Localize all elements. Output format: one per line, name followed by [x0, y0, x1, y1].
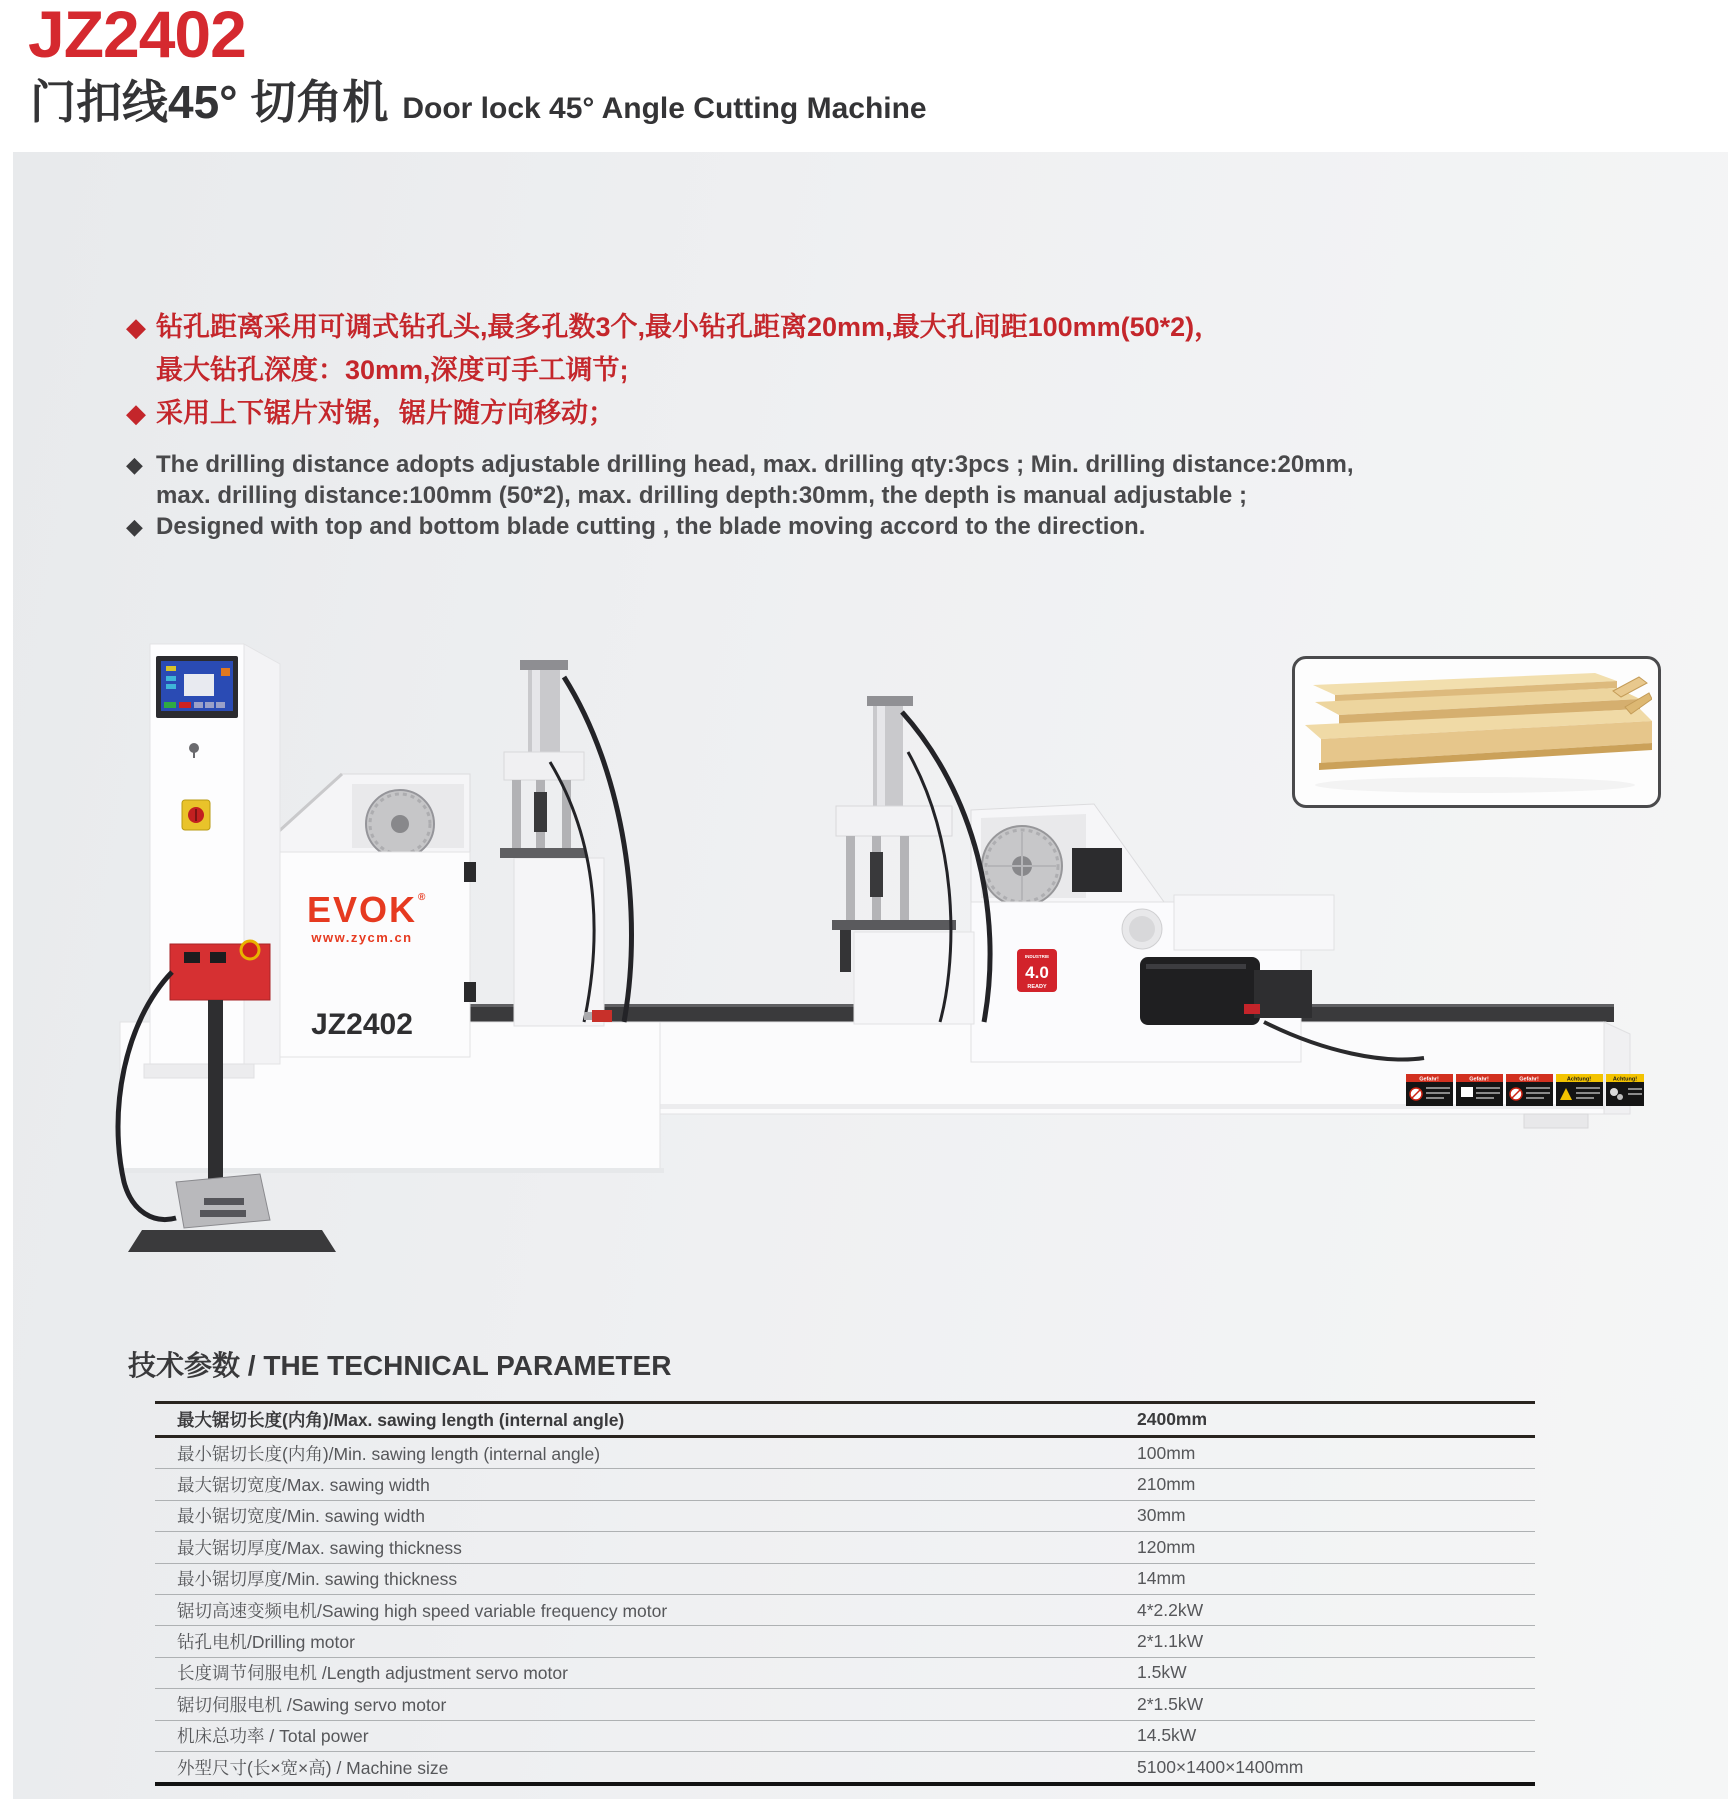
warning-label [1456, 1074, 1503, 1106]
diamond-bullet-icon: ◆ [126, 452, 143, 477]
registered-mark: ® [418, 892, 426, 903]
warning-label [1606, 1074, 1644, 1106]
svg-text:Gefahr!: Gefahr! [1419, 1076, 1439, 1083]
feature-text: max. drilling distance:100mm (50*2), max. drilling depth:30mm, the depth is manual adjustable ; [156, 482, 1247, 509]
spec-value: 120mm [1137, 1536, 1196, 1557]
diamond-bullet-icon: ◆ [126, 514, 143, 539]
spec-label: 机床总功率 / Total power [177, 1726, 369, 1747]
pneumatic-press-middle [832, 696, 990, 1024]
table-row [155, 1626, 1535, 1657]
spec-label: 长度调节伺服电机 /Length adjustment servo motor [177, 1663, 568, 1684]
svg-text:Gefahr!: Gefahr! [1519, 1076, 1539, 1083]
subtitle-english: Door lock 45° Angle Cutting Machine [402, 92, 927, 125]
svg-text:4.0: 4.0 [1025, 963, 1049, 982]
spec-table [155, 1401, 1535, 1786]
table-row [155, 1438, 1535, 1469]
table-row [155, 1501, 1535, 1532]
spec-value: 2*1.5kW [1137, 1693, 1204, 1714]
page-title-model: JZ2402 [28, 0, 246, 71]
feature-text: Designed with top and bottom blade cutting , the blade moving accord to the direction. [156, 513, 1146, 540]
diamond-bullet-icon: ◆ [126, 398, 146, 428]
feature-text: The drilling distance adopts adjustable drilling head, max. drilling qty:3pcs ; Min. drilling distance:20mm, [156, 451, 1354, 478]
spec-value: 1.5kW [1137, 1662, 1187, 1683]
feature-en-line-3 [126, 511, 1566, 542]
feature-en-line-1 [126, 449, 1566, 480]
table-row [155, 1532, 1535, 1563]
spec-label: 外型尺寸(长×宽×高) / Machine size [177, 1757, 449, 1778]
feature-cn-line-2 [126, 349, 1566, 392]
spec-label: 最大锯切长度(内角)/Max. sawing length (internal angle) [177, 1410, 625, 1430]
brand-website: www.zycm.cn [311, 930, 413, 945]
control-button[interactable] [184, 952, 200, 963]
spec-table-title: 技术参数 / THE TECHNICAL PARAMETER [128, 1350, 672, 1381]
spec-label: 最大锯切厚度/Max. sawing thickness [177, 1537, 462, 1558]
svg-text:Gefahr!: Gefahr! [1469, 1076, 1489, 1083]
rail-clamp [592, 1010, 612, 1022]
diamond-bullet-icon: ◆ [126, 312, 146, 342]
warning-label [1506, 1074, 1553, 1106]
hmi-screen[interactable] [156, 656, 238, 718]
subtitle-chinese: 门扣线45° 切角机 [30, 76, 389, 128]
table-row [155, 1469, 1535, 1500]
page-subtitle [30, 66, 927, 132]
feature-en-line-2 [126, 480, 1566, 511]
pneumatic-press-left [500, 660, 632, 1026]
emergency-stop-button[interactable] [241, 941, 259, 959]
molding-sample-image [1292, 656, 1661, 808]
warning-label [1556, 1074, 1603, 1106]
svg-text:Achtung!: Achtung! [1566, 1076, 1592, 1083]
table-row [155, 1595, 1535, 1626]
spec-label: 锯切高速变频电机/Sawing high speed variable frequency motor [177, 1600, 668, 1621]
spec-label: 钻孔电机/Drilling motor [177, 1632, 355, 1653]
table-row [155, 1721, 1535, 1752]
warning-label [1406, 1074, 1453, 1106]
feature-text: 钻孔距离采用可调式钻孔头,最多孔数3个,最小钻孔距离20mm,最大孔间距100mm(50*2)， [156, 312, 1222, 342]
svg-text:INDUSTRIE: INDUSTRIE [1024, 954, 1050, 959]
feature-cn-line-3 [126, 392, 1566, 435]
spec-label: 最小锯切长度(内角)/Min. sawing length (internal angle) [177, 1443, 601, 1464]
spec-value: 2*1.1kW [1137, 1631, 1204, 1652]
warning-label-strip [1406, 1074, 1644, 1106]
feature-text: 采用上下锯片对锯，锯片随方向移动； [156, 398, 615, 428]
svg-text:Achtung!: Achtung! [1612, 1076, 1638, 1083]
spec-value: 14mm [1137, 1568, 1186, 1589]
svg-text:READY: READY [1027, 984, 1047, 990]
spec-value: 5100×1400×1400mm [1137, 1756, 1304, 1777]
table-row [155, 1564, 1535, 1595]
spec-label: 锯切伺服电机 /Sawing servo motor [177, 1694, 447, 1715]
machine-model-label: JZ2402 [311, 1008, 413, 1041]
spec-value: 2400mm [1137, 1409, 1208, 1429]
spec-label: 最小锯切厚度/Min. sawing thickness [177, 1569, 458, 1590]
spec-value: 4*2.2kW [1137, 1599, 1204, 1620]
feature-text: 最大钻孔深度：30mm,深度可手工调节; [156, 355, 629, 385]
table-row [155, 1752, 1535, 1786]
brand-logo: EVOK [306, 889, 418, 930]
control-button[interactable] [210, 952, 226, 963]
industrie-40-badge [1017, 949, 1057, 992]
main-power-switch[interactable] [182, 800, 210, 830]
table-row [155, 1689, 1535, 1720]
feature-list [126, 306, 1566, 542]
foot-pedal-base [128, 1230, 336, 1252]
spec-value: 100mm [1137, 1442, 1196, 1463]
spec-label: 最大锯切宽度/Max. sawing width [177, 1475, 430, 1496]
table-row [155, 1401, 1535, 1438]
spec-value: 30mm [1137, 1505, 1186, 1526]
molding-illustration [1295, 659, 1652, 799]
spec-label: 最小锯切宽度/Min. sawing width [177, 1506, 425, 1527]
spec-value: 210mm [1137, 1474, 1196, 1495]
spec-value: 14.5kW [1137, 1725, 1197, 1746]
feature-cn-line-1 [126, 306, 1566, 349]
table-row [155, 1658, 1535, 1689]
